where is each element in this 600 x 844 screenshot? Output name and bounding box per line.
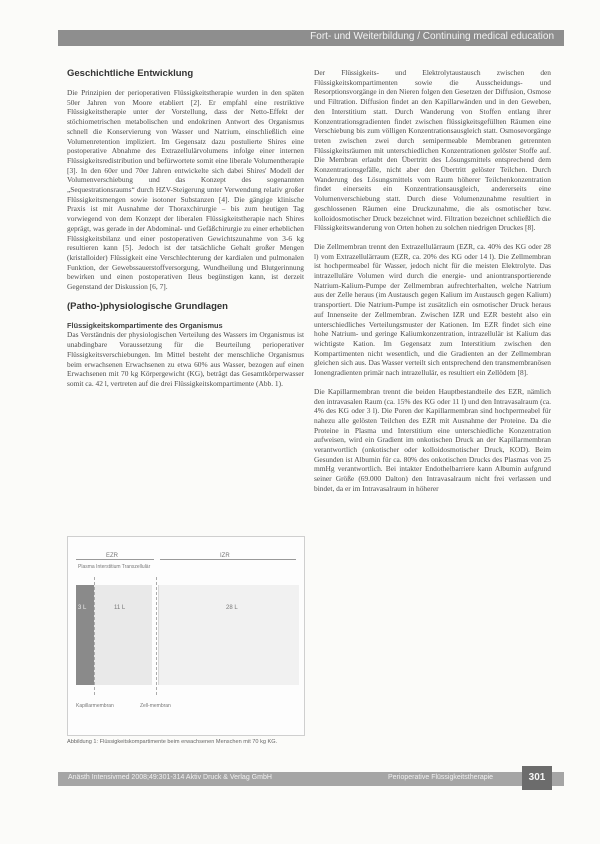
interstitium-block bbox=[94, 585, 152, 685]
figure-frame bbox=[67, 536, 305, 736]
cell-membrane-line bbox=[156, 577, 157, 695]
footer-journal: Anästh Intensivmed 2008;49:301-314 Aktiv Druck & Verlag GmbH bbox=[68, 774, 272, 781]
subheading-compartments: Flüssigkeitskompartimente des Organismus bbox=[67, 320, 223, 330]
footer-band bbox=[58, 772, 564, 786]
value-izr: 28 L bbox=[226, 605, 238, 611]
heading-history: Geschichtliche Entwicklung bbox=[67, 68, 194, 79]
figure-caption: Abbildung 1: Flüssigkeitskompartimente beim erwachsenen Menschen mit 70 kg KG. bbox=[67, 739, 278, 745]
heading-pathophysiology: (Patho-)physiologische Grundlagen bbox=[67, 300, 228, 312]
right-column bbox=[314, 68, 551, 763]
izr-arrow bbox=[160, 559, 296, 560]
izr-block bbox=[158, 585, 299, 685]
label-izr: IZR bbox=[220, 553, 230, 559]
ezr-arrow bbox=[76, 559, 154, 560]
paragraph-capillary-membrane: Die Kapillarmembran trennt die beiden Hauptbestandteile des EZR, nämlich den intravasalen Raum (ca. 15% des KG oder 11 l) und den Intravasalraum (ca. 4% des KG oder 3 l). Die Poren der Kapillarmembran sind hochpermeabel für nahezu alle gelösten Teilchen des EZR mit Ausnahme der Proteine. Da die Proteine in Plasma und Interstitium eine unterschiedliche Konzentration aufweisen, wird ein Gradient im onkotischen Druck an der Kapillarmembran verantwortlich (onkotischer oder kolloidosmotischer Druck, KOD). Beim Gesunden ist Albumin für ca. 80% des onkotischen Drucks des Plasmas von 25 mmHg verantwortlich. Bei intakter Endothelbarriere kann Albumin aufgrund seiner Größe (69.000 Dalton) den Intravasalraum nicht frei verlassen und bindet, da er im Intravasalraum in höherer bbox=[314, 386, 551, 493]
page-number: 301 bbox=[522, 766, 552, 790]
paragraph-history: Die Prinzipien der perioperativen Flüssigkeitstherapie wurden in den späten 50er Jahren von Moore etabliert [2]. Er empfahl eine restriktive Flüssigkeitstherapie unter der Vorstellung, dass der Netto-Effekt der stöchiometrischen metabolischen und endokrinen Antwort des Organismus schnell die Konservierung von Wasser und Natrium, einschließlich eine Volumenretention impliziert. Im Gegensatz dazu postulierte Shires eine postoperative Abnahme des Extrazellulärvolumens infolge einer internen Flüssigkeitsredistribution und befürwortete somit eine liberale Volumentherapie [3]. In den 60er und 70er Jahren entwickelte sich dabei Shires' Modell der Volumenverschiebung und das Konzept des sogenannten „Sequestrationsraums“ durch HZV-Steigerung unter Verwendung relativ großer Flüssigkeitsmengen sowie isotoner Substanzen [4]. Die gängige klinische Praxis ist mit Ausnahme der Thoraxchirurgie – bis zum heutigen Tag vorwiegend von dem Konzept der liberalen Flüssigkeitstherapie nach Shires geprägt, was gerade in der Abdominal- und Gefäßchirurgie zu einer erheblichen Flüssigkeitsbilanz und einer postoperativen Gewichtszunahme von 3-6 kg resultieren kann [5]. Jedoch ist der tatsächliche Gehalt großer Mengen (kristalloider) Flüssigkeit eine Verschlechterung der kardialen und pulmonalen Funktion, der Gewebssauerstoffversorgung, Wundheilung und Blutgerinnung bewirken und einen postoperativen Ileus begünstigen kann, ist derzeit Gegenstand der Diskussion [6, 7]. bbox=[67, 88, 304, 292]
label-cell-membrane: Zell-membran bbox=[140, 703, 171, 709]
figure-1 bbox=[67, 536, 303, 748]
paragraph-compartments: Das Verständnis der physiologischen Verteilung des Wassers im Organismus ist unabdingbare Voraussetzung für die Beurteilung perioperativer Flüssigkeitsverschiebungen. Im Mittel besteht der menschliche Organismus beim erwachsenen Erwachsenen zu etwa 60% aus Wasser, bezogen auf einen Erwachsenen mit 70 kg Körpergewicht (KG), beträgt das Gesamtkörperwasser somit ca. 42 l, vertreten auf die drei Flüssigkeitskompartimente (Abb. 1). bbox=[67, 330, 304, 388]
label-capillary-membrane: Kapillarmembran bbox=[76, 703, 114, 709]
header-band bbox=[58, 30, 564, 46]
label-ezr: EZR bbox=[106, 553, 118, 559]
label-plasma-interstitium: Plasma Interstitium Transzellulär bbox=[78, 564, 151, 570]
paragraph-cell-membrane: Die Zellmembran trennt den Extrazellulärraum (EZR, ca. 40% des KG oder 28 l) vom Extrazellulärraum (EZR, ca. 20% des KG oder 14 l). Die Zellmembran ist hochpermeabel für Wasser, jedoch nicht für die meisten Elektrolyte. Das intrazelluläre Volumen wird durch die energie- und aniontransportierende Natrium-Kalium-Pumpe der Zellmembran aufrechterhalten, welche Natrium aus der Zelle heraus (im Austausch gegen Kalium im Austausch gegen Kalium) transportiert. Die Natrium-Pumpe ist zusätzlich ein osmotischer Druck heraus auf Innenseite der Zellmembran. Zwischen IZR und EZR besteht also ein unterschiedliches Verteilungsmuster der Kationen. Im EZR findet sich eine hohe Natrium- und geringe Kaliumkonzentration, intrazellulär ist Kalium das wichtigste Kation. Im Gegensatz zum Interstitium zwischen den Kompartimenten nicht wesentlich, und die Gradienten an der Zellmembran gleichen sich aus. Das Wasser verteilt sich entsprechend den transmembranösen Ionengradienten primär nach intrazellulär, es resultiert ein Zellödem [8]. bbox=[314, 241, 551, 378]
footer-article-title: Perioperative Flüssigkeitstherapie bbox=[388, 774, 494, 781]
value-interstitium: 11 L bbox=[114, 605, 126, 611]
capillary-membrane-line bbox=[94, 577, 95, 695]
value-plasma: 3 L bbox=[78, 605, 87, 611]
section-title: Fort- und Weiterbildung / Continuing medical education bbox=[310, 31, 554, 42]
plasma-block bbox=[76, 585, 94, 685]
paragraph-exchange: Der Flüssigkeits- und Elektrolytaustausch zwischen den Flüssigkeitskompartimenten sowie die Ausscheidungs- und Resorptionsvorgänge in den Nieren folgen den Gesetzen der Diffusion, Osmose und Filtration. Diffusion findet an den Kapillarwänden und in den Geweben, den Interstitium statt. Durch Wanderung von Stoffen entlang ihrer Konzentrationsgradienten findet zwischen flüssigkeitsgefüllten Räumen eine Verschiebung bis zum völligen Konzentrationsausgleich statt. Osmosevorgänge treten zwischen zwei durch semipermeable Membranen getrennten Flüssigkeitsräumen mit unterschiedlichen Konzentrationen gelöster Stoffe auf. Die Membran erlaubt den Übertritt des Lösungsmittels entsprechend dem Konzentrationsgefälle, nicht aber den Übertritt gelöster Teilchen. Durch Wanderung des Lösungsmittels vom Raum höherer Teilchenkonzentration findet einerseits ein Konzentrationsausgleich, andererseits eine Volumenverschiebung statt. Durch diese Volumenzunahme resultiert in geschlossenen Räumen eine Druckzunahme, die als osmotischer bzw. kolloidosmotischer Druck bezeichnet wird. Filtration bezeichnet schließlich die Flüssigkeitswanderung von Orten hohen zu solchen niedrigen Druckes [8]. bbox=[314, 68, 551, 233]
